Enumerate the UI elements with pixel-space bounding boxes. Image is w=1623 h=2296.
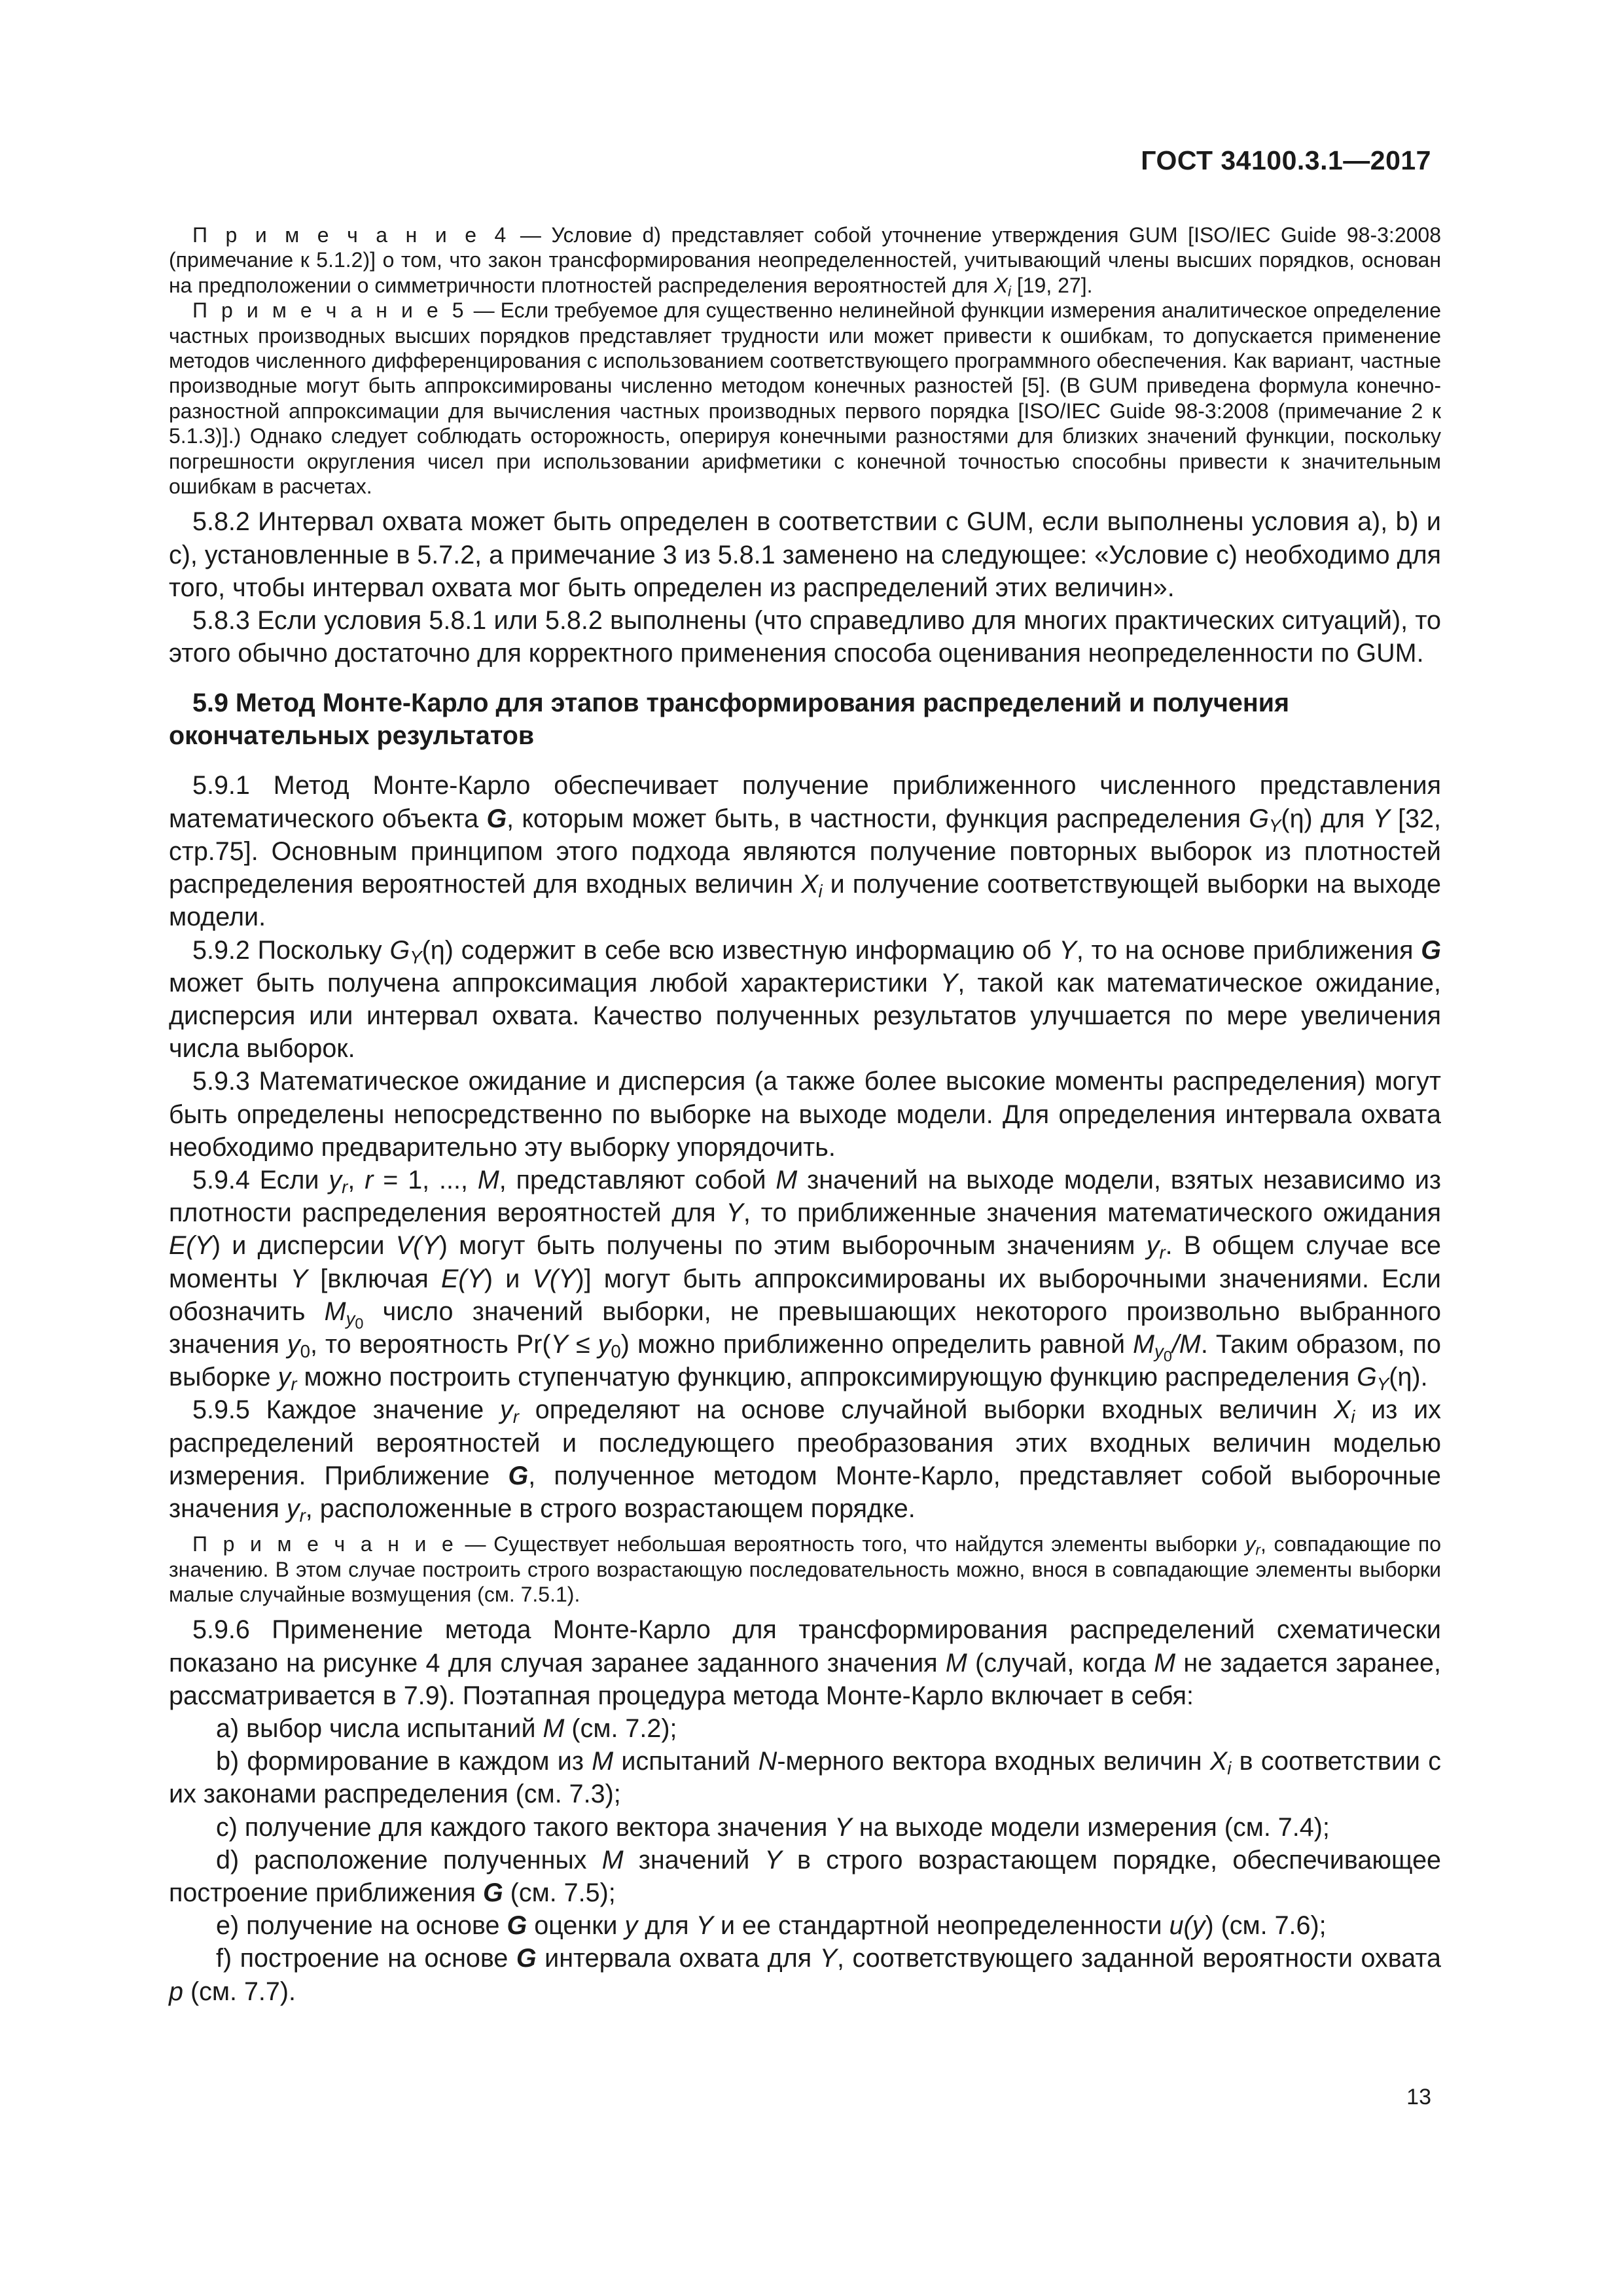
paragraph-5-9-6: 5.9.6 Применение метода Монте-Карло для трансформирования распределений схематически показано на рисунке 4 для случая заранее заданного значения M (случай, когда M не задается заранее, рассматривается в 7.9). Поэтапная процедура метода Монте-Карло включает в себя: — [169, 1615, 1441, 1710]
list-item-f: f) построение на основе G интервала охвата для Y, соответствующего заданной вероятности охвата p (см. 7.7). — [169, 1944, 1441, 2006]
note-5: П р и м е ч а н и е 5 — Если требуемое для существенно нелинейной функции измерения аналитическое определение частных производных высших порядков представляет трудности или может привести к ошибкам, то допускается применение методов численного дифференцирования с использованием соответствующего программного обеспечения. Как вариант, частные производные могут быть аппроксимированы численно методом конечных разностей [5]. (В GUM приведена формула конечно-разностной аппроксимации для вычисления частных производных первого порядка [ISO/IEC Guide 98-3:2008 (примечание 2 к 5.1.3)].) Однако следует соблюдать осторожность, оперируя конечными разностями для близких значений функции, поскольку погрешности округления чисел при использовании арифметики с конечной точностью способны привести к значительным ошибкам в расчетах. — [169, 298, 1442, 499]
list-item-a: a) выбор числа испытаний M (см. 7.2); — [216, 1713, 677, 1743]
section-heading-5-9: 5.9 Метод Монте-Карло для этапов трансформирования распределений и получения окончательных результатов — [169, 689, 1290, 751]
page-number: 13 — [1406, 2085, 1431, 2109]
paragraph-5-9-5: 5.9.5 Каждое значение $y_r$ определяют на основе случайной выборки входных величин $X_i$ из их распределений вероятностей и последующего преобразования этих входных величин моделью измерения. Приближение G, полученное методом Монте-Карло, представляет собой выборочные значения $y_r$, расположенные в строго возрастающем порядке. — [169, 1395, 1441, 1526]
list-item-b: b) формирование в каждом из M испытаний N-мерного вектора входных величин $X_i$ в соответствии с их законами распределения (см. 7.3); — [169, 1747, 1441, 1809]
standard-id-header: ГОСТ 34100.3.1—2017 — [1141, 145, 1431, 175]
paragraph-5-8-2: 5.8.2 Интервал охвата может быть определен в соответствии с GUM, если выполнены условия а), b) и с), установленные в 5.7.2, а примечание 3 из 5.8.1 заменено на следующее: «Условие с) необходимо для того, чтобы интервал охвата мог быть определен из распределений этих величин». — [169, 507, 1442, 602]
note-4: П р и м е ч а н и е 4 — Условие d) представляет собой уточнение утверждения GUM [ISO/IEC Guide 98-3:2008 (примечание к 5.1.2)] о том, что закон трансформирования неопределенностей, учитывающий члены высших порядков, основан на предположении о симметричности плотностей распределения вероятностей для $X_i$ [19, 27]. — [169, 223, 1442, 300]
list-item-d: d) расположение полученных M значений Y в строго возрастающем порядке, обеспечивающее построение приближения G (см. 7.5); — [169, 1845, 1442, 1907]
paragraph-5-9-4: 5.9.4 Если $y_r$, r = 1, ..., M, представляют собой M значений на выходе модели, взятых независимо из плотности распределения вероятностей для Y, то приближенные значения математического ожидания E(Y) и дисперсии V(Y) могут быть получены по этим выборочным значениям $y_r$. В общем случае все моменты Y [включая E(Y) и V(Y)] могут быть аппроксимированы их выборочными значениями. Если обозначить $M_{y_0}$ число значений выборки, не превышающих некоторого произвольно выбранного значения $y_0$, то вероятность $Pr(Y \le y_0)$ можно приближенно определить равной $M_{y_0}/M$. Таким образом, по выборке $y_r$ можно построить ступенчатую функцию, аппроксимирующую функцию распределения $G_Y(\eta)$. — [169, 1165, 1442, 1395]
paragraph-5-8-3: 5.8.3 Если условия 5.8.1 или 5.8.2 выполнены (что справедливо для многих практических ситуаций), то этого обычно достаточно для корректного применения способа оценивания неопределенности по GUM. — [169, 606, 1441, 668]
list-item-c: c) получение для каждого такого вектора значения Y на выходе модели измерения (см. 7.4); — [216, 1812, 1330, 1842]
paragraph-5-9-2: 5.9.2 Поскольку $G_Y(\eta)$ содержит в себе всю известную информацию об Y, то на основе приближения G может быть получена аппроксимация любой характеристики Y, такой как математическое ожидание, дисперсия или интервал охвата. Качество полученных результатов улучшается по мере увеличения числа выборок. — [169, 935, 1441, 1064]
paragraph-5-9-1: 5.9.1 Метод Монте-Карло обеспечивает получение приближенного численного представления математического объекта G, которым может быть, в частности, функция распределения $G_Y(\eta)$ для Y [32, стр.75]. Основным принципом этого подхода являются получение повторных выборок из плотностей распределения вероятностей для входных величин $X_i$ и получение соответствующей выборки на выходе модели. — [169, 771, 1441, 932]
paragraph-5-9-3: 5.9.3 Математическое ожидание и дисперсия (а также более высокие моменты распределения) могут быть определены непосредственно по выборке на выходе модели. Для определения интервала охвата необходимо предварительно эту выборку упорядочить. — [169, 1067, 1441, 1162]
page-content — [169, 223, 1441, 2008]
note-5-9-5: П р и м е ч а н и е — Существует небольшая вероятность того, что найдутся элементы выборки $y_r$, совпадающие по значению. В этом случае построить строго возрастающую последовательность можно, внося в совпадающие элементы выборки малые случайные возмущения (см. 7.5.1). — [169, 1532, 1442, 1606]
list-item-e: e) получение на основе G оценки y для Y и ее стандартной неопределенности u(y) (см. 7.6); — [216, 1911, 1327, 1941]
